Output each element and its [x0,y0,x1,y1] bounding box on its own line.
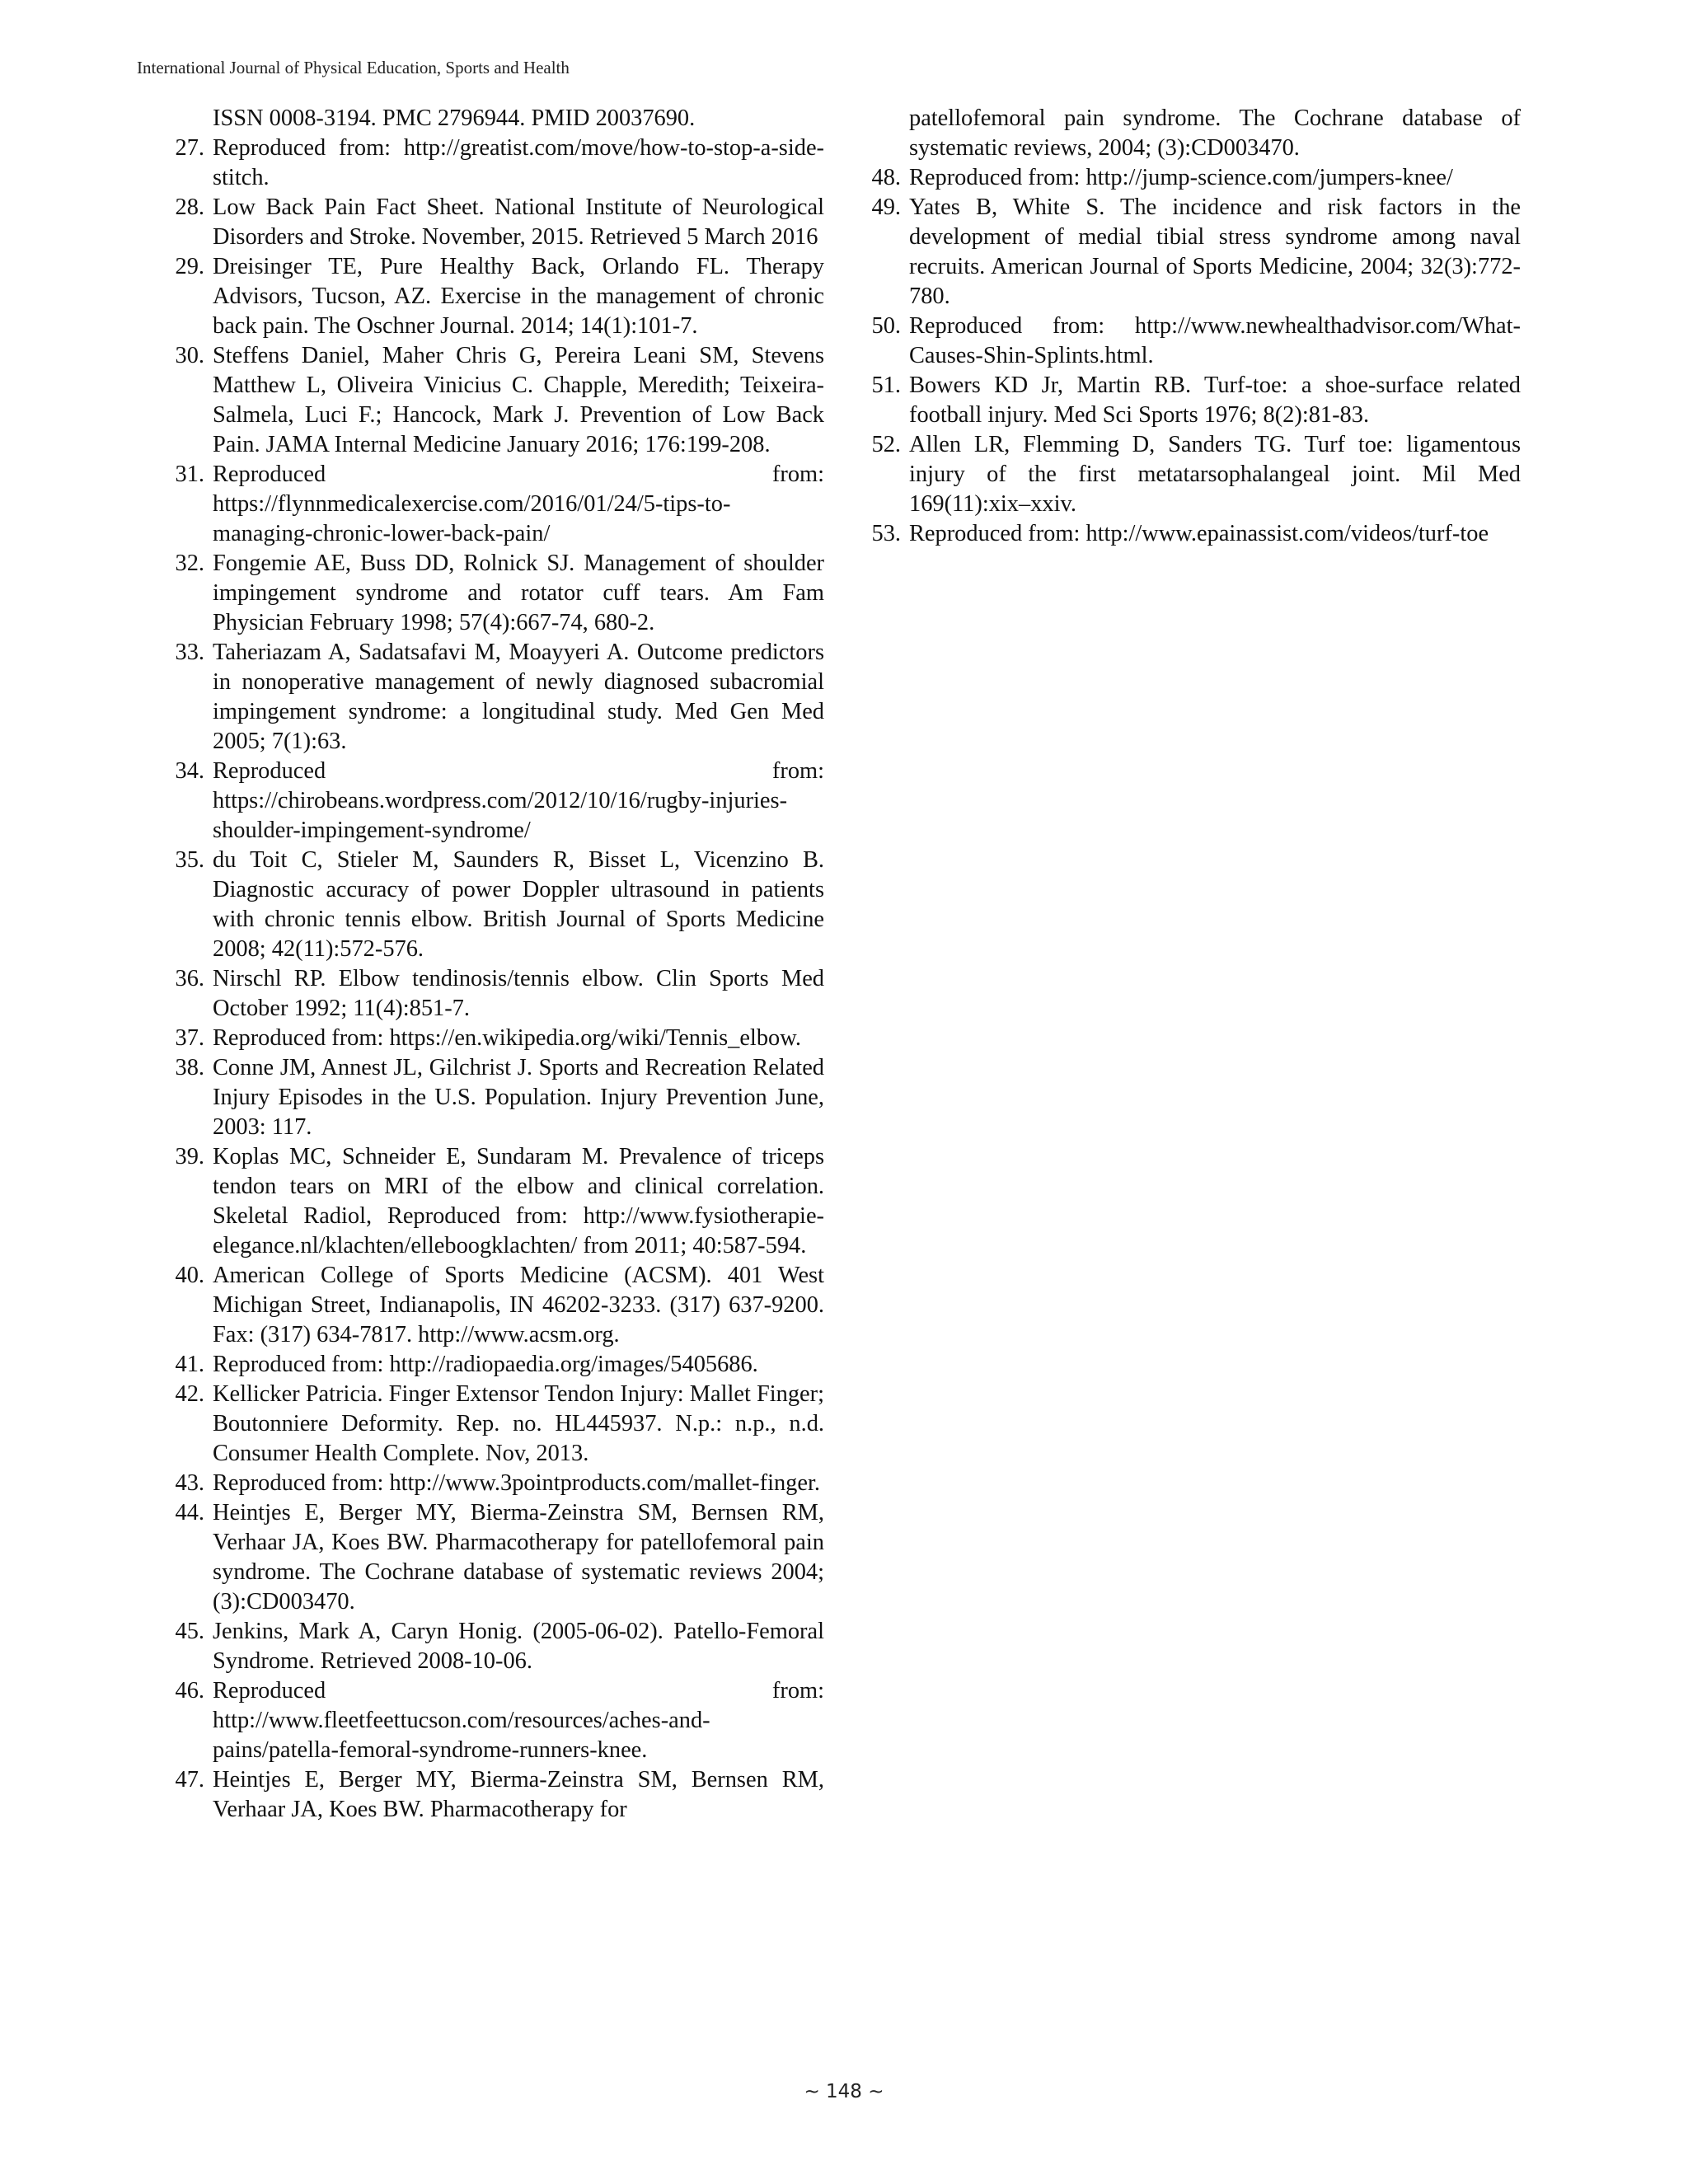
reference-number: 34. [175,758,204,784]
reference-text: Reproduced from: http://www.3pointproducts.com/mallet-finger. [213,1470,820,1496]
reference-item [871,519,1521,549]
reference-text: Reproduced from: https://flynnmedicalexercise.com/2016/01/24/5-tips-to-managing-chronic-lower-back-pain/ [213,462,824,546]
reference-column-left [175,104,824,1825]
running-head: International Journal of Physical Education, Sports and Health [137,58,570,77]
reference-number: 44. [175,1500,204,1526]
reference-text: Dreisinger TE, Pure Healthy Back, Orlando FL. Therapy Advisors, Tucson, AZ. Exercise in the management of chronic back pain. The Oschner Journal. 2014; 14(1):101-7. [213,254,824,339]
reference-text: Reproduced from: http://www.epainassist.com/videos/turf-toe [909,521,1489,546]
reference-item [175,1261,824,1350]
reference-text: Jenkins, Mark A, Caryn Honig. (2005-06-02). Patello-Femoral Syndrome. Retrieved 2008-10-06. [213,1619,824,1674]
reference-number: 45. [175,1619,204,1644]
reference-text: Koplas MC, Schneider E, Sundaram M. Prevalence of triceps tendon tears on MRI of the elbow and clinical correlation. Skeletal Radiol, Reproduced from: http://www.fysiotherapie-elegance.nl/klachten/elleboogklachten/ from 2011; 40:587-594. [213,1144,824,1258]
reference-text: Reproduced from: http://jump-science.com/jumpers-knee/ [909,165,1453,190]
reference-continuation: patellofemoral pain syndrome. The Cochrane database of systematic reviews, 2004; (3):CD003470. [909,105,1521,161]
reference-item [175,549,824,638]
page-number: ~ 148 ~ [804,2081,884,2102]
reference-number: 27. [175,135,204,161]
reference-item [871,163,1521,193]
reference-number: 31. [175,462,204,487]
reference-number: 35. [175,847,204,873]
reference-number: 36. [175,966,204,991]
reference-item [871,193,1521,312]
reference-text: American College of Sports Medicine (ACSM). 401 West Michigan Street, Indianapolis, IN 46202-3233. (317) 637-9200. Fax: (317) 634-7817. http://www.acsm.org. [213,1263,824,1347]
reference-text: du Toit C, Stieler M, Saunders R, Bisset L, Vicenzino B. Diagnostic accuracy of power Doppler ultrasound in patients with chronic tennis elbow. British Journal of Sports Medicine 2008; 42(11):572-576. [213,847,824,962]
reference-number: 47. [175,1767,204,1793]
reference-text: Low Back Pain Fact Sheet. National Institute of Neurological Disorders and Stroke. November, 2015. Retrieved 5 March 2016 [213,194,824,250]
reference-text: Reproduced from: http://www.fleetfeettucson.com/resources/aches-and-pains/patella-femoral-syndrome-runners-knee. [213,1678,824,1763]
reference-text: Reproduced from: http://radiopaedia.org/images/5405686. [213,1352,758,1377]
reference-number: 43. [175,1470,204,1496]
reference-number: 51. [871,373,901,398]
reference-text: Conne JM, Annest JL, Gilchrist J. Sports and Recreation Related Injury Episodes in the U.S. Population. Injury Prevention June, 2003: 117. [213,1055,824,1140]
reference-item [175,134,824,193]
reference-item [175,341,824,460]
reference-number: 38. [175,1055,204,1080]
reference-text: Bowers KD Jr, Martin RB. Turf-toe: a shoe-surface related football injury. Med Sci Sports 1976; 8(2):81-83. [909,373,1521,428]
reference-list-right [871,163,1521,549]
reference-item [175,1024,824,1053]
reference-item [175,1380,824,1469]
reference-item [175,964,824,1024]
reference-number: 46. [175,1678,204,1704]
reference-number: 41. [175,1352,204,1377]
reference-item [175,193,824,252]
reference-item [175,846,824,964]
reference-number: 32. [175,551,204,576]
reference-text: Heintjes E, Berger MY, Bierma-Zeinstra SM, Bernsen RM, Verhaar JA, Koes BW. Pharmacotherapy for patellofemoral pain syndrome. The Cochrane database of systematic reviews 2004; (3):CD003470. [213,1500,824,1615]
reference-text: Reproduced from: https://chirobeans.wordpress.com/2012/10/16/rugby-injuries-shoulder-impingement-syndrome/ [213,758,824,843]
reference-number: 49. [871,194,901,220]
reference-item [175,1617,824,1676]
reference-item [175,1498,824,1617]
reference-number: 50. [871,313,901,339]
reference-item [871,371,1521,430]
reference-number: 37. [175,1025,204,1051]
reference-item [871,312,1521,371]
reference-text: Nirschl RP. Elbow tendinosis/tennis elbow. Clin Sports Med October 1992; 11(4):851-7. [213,966,824,1021]
reference-number: 42. [175,1381,204,1407]
reference-text: Reproduced from: http://www.newhealthadvisor.com/What-Causes-Shin-Splints.html. [909,313,1521,368]
reference-continuation: ISSN 0008-3194. PMC 2796944. PMID 20037690. [213,105,696,131]
reference-item [175,1469,824,1498]
reference-item [871,430,1521,519]
reference-column-right [871,104,1521,549]
reference-text: Yates B, White S. The incidence and risk factors in the development of medial tibial stress syndrome among naval recruits. American Journal of Sports Medicine, 2004; 32(3):772-780. [909,194,1521,309]
reference-list-left [175,134,824,1825]
reference-item [175,757,824,846]
reference-number: 28. [175,194,204,220]
reference-text: Heintjes E, Berger MY, Bierma-Zeinstra SM, Bernsen RM, Verhaar JA, Koes BW. Pharmacotherapy for [213,1767,824,1822]
reference-text: Allen LR, Flemming D, Sanders TG. Turf toe: ligamentous injury of the first metatarsophalangeal joint. Mil Med 169(11):xix–xxiv. [909,432,1521,517]
reference-number: 29. [175,254,204,279]
reference-text: Kellicker Patricia. Finger Extensor Tendon Injury: Mallet Finger; Boutonniere Deformity. Rep. no. HL445937. N.p.: n.p., n.d. Consumer Health Complete. Nov, 2013. [213,1381,824,1466]
reference-item [175,638,824,757]
reference-item [175,1350,824,1380]
reference-text: Fongemie AE, Buss DD, Rolnick SJ. Management of shoulder impingement syndrome and rotator cuff tears. Am Fam Physician February 1998; 57(4):667-74, 680-2. [213,551,824,635]
reference-text: Taheriazam A, Sadatsafavi M, Moayyeri A. Outcome predictors in nonoperative management of newly diagnosed subacromial impingement syndrome: a longitudinal study. Med Gen Med 2005; 7(1):63. [213,640,824,754]
reference-item [175,1053,824,1142]
reference-item [175,460,824,549]
reference-number: 48. [871,165,901,190]
reference-text: Reproduced from: https://en.wikipedia.org/wiki/Tennis_elbow. [213,1025,801,1051]
reference-item [175,1142,824,1261]
reference-number: 30. [175,343,204,368]
reference-number: 40. [175,1263,204,1288]
reference-text: Reproduced from: http://greatist.com/move/how-to-stop-a-side-stitch. [213,135,824,190]
reference-text: Steffens Daniel, Maher Chris G, Pereira Leani SM, Stevens Matthew L, Oliveira Vinicius C. Chapple, Meredith; Teixeira-Salmela, Luci F.; Hancock, Mark J. Prevention of Low Back Pain. JAMA Internal Medicine January 2016; 176:199-208. [213,343,824,457]
reference-number: 33. [175,640,204,665]
reference-item [175,1765,824,1825]
reference-item [175,1676,824,1765]
reference-number: 39. [175,1144,204,1169]
reference-number: 53. [871,521,901,546]
reference-item [175,252,824,341]
reference-number: 52. [871,432,901,457]
